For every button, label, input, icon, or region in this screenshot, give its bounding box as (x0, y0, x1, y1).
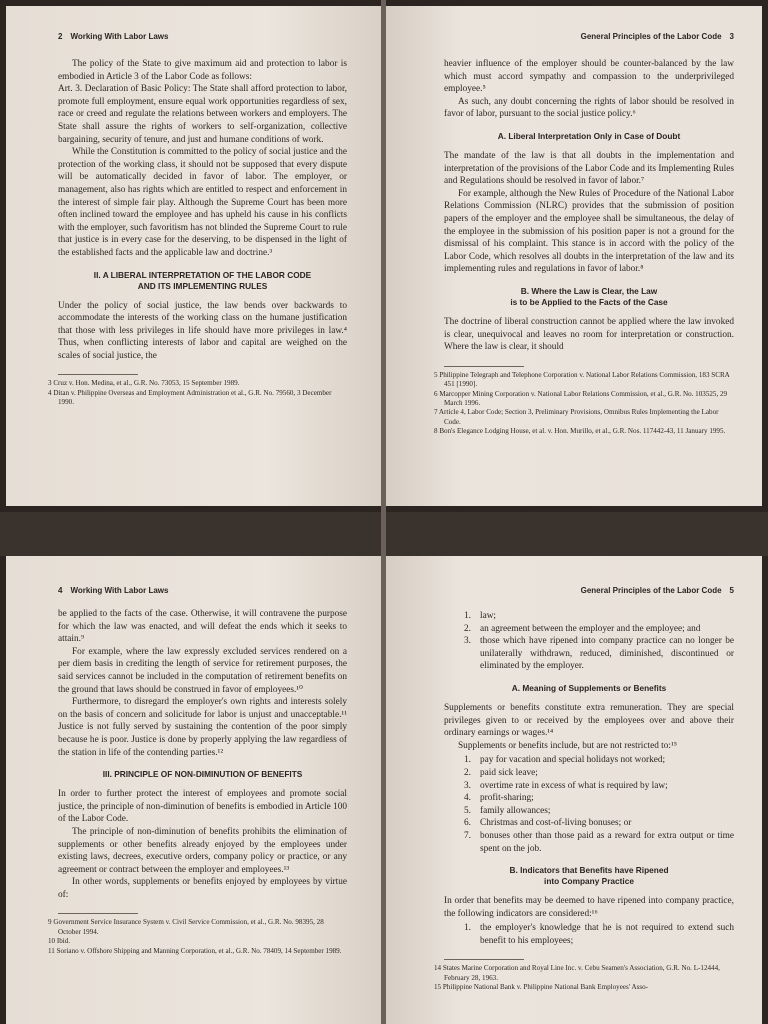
paragraph: The doctrine of liberal construction cannot be applied where the law invoked is clear, unequivocal and leaves no room for interpretation or construction. Where the law is clear, it should (444, 316, 734, 353)
list-number: 2. (464, 767, 471, 778)
page-4 (6, 556, 381, 1024)
section-heading: A. Liberal Interpretation Only in Case of Doubt (497, 130, 681, 141)
running-head (58, 32, 345, 41)
list-number: 4. (464, 793, 471, 804)
list-item (464, 767, 734, 780)
article-quote: Art. 3. Declaration of Basic Policy: The State shall afford protection to labor, promote full employment, ensure equal work opportunities regardless of sex, race or creed and regulate the relations between workers and employers. The State shall assure the rights of workers to self-organization, collective bargaining, security of tenure, and just and humane conditions of work. (58, 84, 347, 145)
list-text: pay for vacation and special holidays not worked; (480, 755, 666, 766)
running-head (444, 586, 734, 595)
heading-line: B. Where the Law is Clear, the Law (520, 285, 658, 296)
list-text: Christmas and cost-of-living bonuses; or (480, 818, 632, 829)
numbered-list (464, 922, 734, 947)
paragraph: The mandate of the law is that all doubts in the implementation and interpretation of the provisions of the Labor Code and its Implementing Rules and Regulations should be resolved in favor of labor.⁷ (444, 150, 734, 187)
page-number: 5 (729, 586, 734, 595)
section-heading (58, 270, 347, 292)
heading-line: is to be Applied to the Facts of the Case (510, 296, 668, 307)
footnote: 3 Cruz v. Hon. Medina, et al., G.R. No. 73053, 15 September 1989. (48, 379, 240, 388)
list-item (464, 780, 734, 793)
page-5 (386, 556, 762, 1024)
paragraph: Under the policy of social justice, the law bends over backwards to accommodate the interests of the working class on the humane justification that those with less privileges in life should have more privileges in law.⁴ Thus, when conflicting interests of labor and capital are weighed on the scales of social justice, the (58, 300, 347, 361)
page-2 (6, 6, 381, 506)
footnote: 14 States Marine Corporation and Royal Line Inc. v. Cebu Seamen's Association, G.R. No. L-12444, February 28, 1963. (434, 964, 720, 982)
paragraph: Supplements or benefits constitute extra remuneration. They are special privileges given to or received by the employees over and above their ordinary earnings or wages.¹⁴ (444, 702, 734, 739)
list-item (464, 610, 734, 623)
list-number: 1. (464, 755, 471, 766)
page-number: 4 (58, 586, 63, 595)
heading-line: B. Indicators that Benefits have Ripened (509, 865, 669, 876)
list-item (464, 792, 734, 805)
footnote: 8 Bon's Elegance Lodging House, et al. v. Hon. Murillo, et al., G.R. Nos. 117442-43, 11 January 1995. (434, 427, 726, 436)
list-text: law; (480, 611, 497, 621)
bottom-spread (0, 512, 768, 1024)
page-body (48, 608, 347, 956)
list-number: 2. (464, 623, 471, 634)
footnote: 10 Ibid. (48, 937, 71, 946)
list-item (464, 754, 734, 767)
section-heading (444, 286, 734, 308)
list-number: 3. (464, 636, 471, 647)
running-head (58, 586, 345, 595)
list-number: 1. (464, 611, 471, 621)
list-text: the employer's knowledge that he is not required to extend such benefit to his employees; (480, 923, 734, 946)
paragraph: be applied to the facts of the case. Otherwise, it will contravene the purpose for which the law was enacted, and will defeat the ends which it seeks to attain.⁹ (58, 609, 347, 645)
page-number: 3 (729, 32, 734, 41)
heading-line: II. A LIBERAL INTERPRETATION OF THE LABOR CODE (93, 269, 312, 280)
running-title: Working With Labor Laws (70, 32, 169, 41)
footnote: 11 Soriano v. Offshore Shipping and Manning Corporation, et al., G.R. No. 78409, 14 September 1989. (48, 946, 342, 955)
paragraph: In order to further protect the interest of employees and promote social justice, the principle of non-diminution of benefits is embodied in Article 100 of the Labor Code. (58, 789, 347, 825)
list-item (464, 922, 734, 947)
list-number: 7. (464, 830, 471, 841)
paragraph: As such, any doubt concerning the rights of labor should be resolved in favor of labor, pursuant to the social justice policy.⁶ (444, 96, 734, 120)
list-item (464, 805, 734, 818)
list-number: 6. (464, 818, 471, 829)
paragraph: While the Constitution is committed to the policy of social justice and the protection of the working class, it should not be supposed that every dispute will be automatically decided in favor of labor. The employer, or management, also has rights which are entitled to respect and enforcement in the interest of simple fair play. Although the Supreme Court has been more often inclined toward the employee and has upheld his cause in his conflicts with the employer, such favoritism has not blinded the Supreme Court to rule that justice is in every case for the deserving, to be dispensed in the light of the established facts and the applicable law and doctrine.³ (58, 147, 347, 258)
list-number: 5. (464, 805, 471, 816)
running-title: Working With Labor Laws (70, 586, 169, 595)
footnote: 4 Ditan v. Philippine Overseas and Employment Administration et al., G.R. No. 79560, 3 December 1990. (48, 388, 332, 407)
list-text: family allowances; (480, 805, 551, 816)
list-text: an agreement between the employer and the employee; and (480, 623, 701, 634)
paragraph: In other words, supplements or benefits enjoyed by employees by virtue of: (58, 877, 347, 900)
list-item (464, 830, 734, 855)
paragraph: heavier influence of the employer should be counter-balanced by the law which must accord sympathy and compassion to the underprivileged employee.⁵ (444, 59, 734, 95)
running-head (444, 32, 734, 41)
paragraph: In order that benefits may be deemed to have ripened into company practice, the following indicators are considered:¹⁶ (444, 896, 734, 919)
page-body (434, 608, 734, 993)
running-title: General Principles of the Labor Code (580, 32, 722, 41)
list-text: profit-sharing; (480, 793, 534, 804)
paragraph: Furthermore, to disregard the employer's own rights and interests solely on the basis of concern and solicitude for labor is unjust and unacceptable.¹¹ Justice is not fully served by sustaining the contention of the poor simply because he is poor. Justice is done by properly applying the law regardless of the station in life of the contending parties.¹² (58, 697, 347, 758)
heading-line: AND ITS IMPLEMENTING RULES (137, 280, 268, 291)
heading-line: into Company Practice (544, 876, 634, 887)
page-body (434, 58, 734, 437)
list-number: 1. (464, 923, 471, 934)
page-number: 2 (58, 32, 63, 41)
paragraph: The policy of the State to give maximum aid and protection to labor is embodied in Article 3 of the Labor Code as follows: (58, 59, 347, 82)
running-title: General Principles of the Labor Code (580, 586, 722, 595)
footnote-rule (58, 374, 138, 375)
numbered-list (464, 610, 734, 673)
footnote: 9 Government Service Insurance System v. Civil Service Commission, et al., G.R. No. 98395, 28 October 1994. (48, 918, 324, 936)
section-heading (444, 865, 734, 887)
footnote: 5 Philippine Telegraph and Telephone Corporation v. National Labor Relations Commission, 183 SCRA 451 [1990]. (434, 370, 730, 389)
page-body (48, 58, 347, 408)
paragraph: Supplements or benefits include, but are not restricted to:¹⁵ (458, 740, 678, 751)
list-text: those which have ripened into company practice can no longer be unilaterally withdrawn, reduced, diminished, discontinued or eliminated by the employer. (480, 636, 734, 672)
list-text: paid sick leave; (480, 767, 538, 778)
list-item (464, 635, 734, 673)
footnote: 6 Marcopper Mining Corporation v. National Labor Relations Commission, et al., G.R. No. 103525, 29 March 1996. (434, 389, 728, 407)
list-item (464, 623, 734, 636)
paragraph: The principle of non-diminution of benefits prohibits the elimination of supplements or other benefits already enjoyed by the employees under existing laws, decrees, executive orders, company policy or practice, or any agreement or contract between the employer and employees.¹³ (58, 826, 347, 875)
paragraph: For example, where the law expressly excluded services rendered on a per diem basis in crediting the length of service for retirement purposes, the said services cannot be included in the computation of retirement benefits on the ground that laws should be construed in favor of employees.¹⁰ (58, 646, 347, 695)
list-text: overtime rate in excess of what is required by law; (480, 780, 668, 791)
footnote-rule (444, 959, 524, 960)
page-3 (386, 6, 762, 506)
paragraph: For example, although the New Rules of Procedure of the National Labor Relations Commission (NLRC) provides that the submission of position papers of the employer and the employee shall be simultaneous, the delay of the employee in the submission of his position paper is not a ground for the dismissal of his complaint. This stance is in accord with the policy of the Labor Code, which resolves all doubts in the interpretation of the law and its implementing rules and regulations in favor of labor.⁸ (444, 188, 734, 275)
footnote: 15 Philippine National Bank v. Philippine National Bank Employees' Asso- (434, 983, 649, 992)
footnote-rule (444, 366, 524, 367)
footnote: 7 Article 4, Labor Code; Section 3, Preliminary Provisions, Omnibus Rules Implementing the Labor Code. (434, 408, 719, 426)
section-heading: III. PRINCIPLE OF NON-DIMINUTION OF BENEFITS (102, 769, 303, 780)
footnote-rule (58, 913, 138, 914)
list-item (464, 817, 734, 830)
list-text: bonuses other than those paid as a reward for extra output or time spent on the job. (480, 830, 734, 854)
list-number: 3. (464, 780, 471, 791)
section-heading: A. Meaning of Supplements or Benefits (511, 682, 667, 693)
numbered-list (464, 754, 734, 855)
